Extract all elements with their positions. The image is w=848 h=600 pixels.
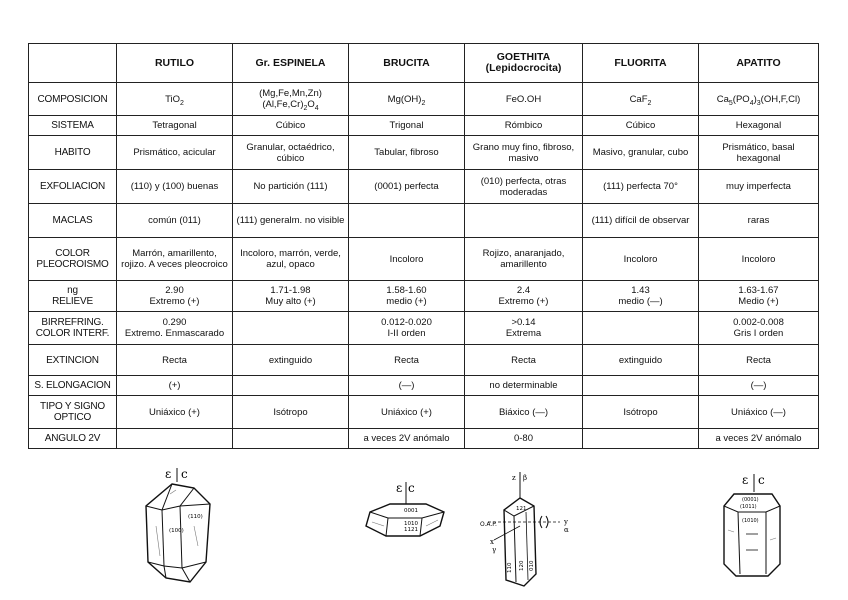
row-label: ANGULO 2V	[29, 429, 117, 449]
row-relieve	[29, 281, 819, 312]
apatito-c-label: c	[758, 473, 765, 487]
cell-espinela: Cúbico	[233, 116, 349, 136]
row-label: S. ELONGACION	[29, 376, 117, 396]
column-rutilo: RUTILO	[117, 44, 233, 83]
cell-goethita: 0-80	[465, 429, 583, 449]
cell-goethita: 2.4 Extremo (+)	[465, 281, 583, 312]
cell-fluorita	[583, 429, 699, 449]
cell-apatito: (—)	[699, 376, 819, 396]
cell-fluorita: Cúbico	[583, 116, 699, 136]
row-angulo-2v	[29, 429, 819, 449]
cell-brucita: (0001) perfecta	[349, 170, 465, 204]
goethita-gamma-label: γ	[492, 546, 497, 554]
cell-apatito: Uniáxico (—)	[699, 396, 819, 429]
cell-espinela: Isótropo	[233, 396, 349, 429]
row-label: TIPO Y SIGNO OPTICO	[29, 396, 117, 429]
row-maclas	[29, 204, 819, 238]
column-espinela: Gr. ESPINELA	[233, 44, 349, 83]
goethita-y-label: y	[564, 518, 568, 526]
cell-espinela	[233, 429, 349, 449]
cell-apatito: Hexagonal	[699, 116, 819, 136]
corner-cell	[29, 44, 117, 83]
goethita-face-label: 121	[516, 506, 527, 512]
goethita-oap-label: O.A.P.	[480, 521, 497, 528]
cell-espinela	[233, 312, 349, 345]
cell-brucita: 0.012-0.020 I-II orden	[349, 312, 465, 345]
cell-brucita: Recta	[349, 345, 465, 376]
cell-goethita: no determinable	[465, 376, 583, 396]
cell-goethita: Grano muy fino, fibroso, masivo	[465, 136, 583, 170]
goethita-face-label: 120	[519, 560, 525, 571]
apatito-face-label: (0001)	[742, 497, 759, 503]
cell-goethita	[465, 204, 583, 238]
cell-fluorita: CaF$_2$	[583, 83, 699, 116]
row-label: ng RELIEVE	[29, 281, 117, 312]
row-habito	[29, 136, 819, 170]
column-brucita: BRUCITA	[349, 44, 465, 83]
cell-espinela: 1.71-1.98 Muy alto (+)	[233, 281, 349, 312]
apatito-face-label: (1011)	[740, 504, 757, 510]
row-elongacion	[29, 376, 819, 396]
cell-rutilo: Prismático, acicular	[117, 136, 233, 170]
column-fluorita: FLUORITA	[583, 44, 699, 83]
cell-fluorita: Isótropo	[583, 396, 699, 429]
cell-goethita: >0.14 Extrema	[465, 312, 583, 345]
row-tipo-signo-optico	[29, 396, 819, 429]
header-row	[29, 44, 819, 83]
cell-rutilo: TiO$_2$	[117, 83, 233, 116]
row-label: BIRREFRING. COLOR INTERF.	[29, 312, 117, 345]
cell-apatito: raras	[699, 204, 819, 238]
goethita-face-label: 010	[529, 560, 535, 571]
cell-goethita: Rómbico	[465, 116, 583, 136]
cell-brucita: Uniáxico (+)	[349, 396, 465, 429]
cell-goethita: Recta	[465, 345, 583, 376]
brucita-axis-label: ε	[396, 481, 403, 495]
cell-rutilo: Tetragonal	[117, 116, 233, 136]
row-color-pleocroismo	[29, 238, 819, 281]
column-goethita	[465, 44, 583, 83]
cell-apatito: a veces 2V anómalo	[699, 429, 819, 449]
cell-brucita: Trigonal	[349, 116, 465, 136]
brucita-crystal-sketch	[360, 478, 450, 558]
goethita-z-label: z	[512, 474, 516, 482]
cell-fluorita	[583, 376, 699, 396]
goethita-crystal-sketch	[480, 470, 590, 600]
cell-rutilo: Recta	[117, 345, 233, 376]
row-sistema	[29, 116, 819, 136]
row-composicion	[29, 83, 819, 116]
apatito-face-label: (1010)	[742, 518, 759, 524]
row-birrefringencia	[29, 312, 819, 345]
row-label: COLOR PLEOCROISMO	[29, 238, 117, 281]
cell-apatito: muy imperfecta	[699, 170, 819, 204]
brucita-face-label: 1121	[404, 527, 418, 533]
cell-fluorita: (111) perfecta 70°	[583, 170, 699, 204]
mineral-table-sheet	[28, 43, 818, 449]
row-exfoliacion	[29, 170, 819, 204]
cell-rutilo	[117, 429, 233, 449]
cell-apatito: Incoloro	[699, 238, 819, 281]
cell-rutilo: común (011)	[117, 204, 233, 238]
row-label: EXFOLIACION	[29, 170, 117, 204]
cell-goethita: FeO.OH	[465, 83, 583, 116]
apatito-axis-label: ε	[742, 473, 749, 487]
goethita-alpha-label: α	[564, 526, 569, 534]
cell-brucita: (—)	[349, 376, 465, 396]
cell-espinela: (111) generalm. no visible	[233, 204, 349, 238]
rutilo-axis-label: ε	[165, 467, 172, 481]
cell-espinela: extinguido	[233, 345, 349, 376]
cell-fluorita: Masivo, granular, cubo	[583, 136, 699, 170]
cell-goethita: (010) perfecta, otras moderadas	[465, 170, 583, 204]
cell-espinela	[233, 376, 349, 396]
row-label: SISTEMA	[29, 116, 117, 136]
goethita-face-label: 110	[507, 562, 513, 573]
rutilo-c-label: c	[181, 467, 188, 481]
cell-brucita: Incoloro	[349, 238, 465, 281]
row-label: MACLAS	[29, 204, 117, 238]
rutilo-face-label: (100)	[169, 528, 184, 534]
cell-espinela: Incoloro, marrón, verde, azul, opaco	[233, 238, 349, 281]
mineral-properties-table	[28, 43, 819, 449]
cell-rutilo: Uniáxico (+)	[117, 396, 233, 429]
brucita-face-label: 0001	[404, 508, 418, 514]
cell-brucita: $Mg(OH)_2$	[349, 83, 465, 116]
cell-apatito: $Ca_5(PO_4)_3(OH,F,Cl)$	[699, 83, 819, 116]
cell-espinela: (Mg,Fe,Mn,Zn) $(Al,Fe,Cr)_2O_4$	[233, 83, 349, 116]
cell-rutilo: 0.290 Extremo. Enmascarado	[117, 312, 233, 345]
cell-apatito: Recta	[699, 345, 819, 376]
cell-goethita: Rojizo, anaranjado, amarillento	[465, 238, 583, 281]
cell-rutilo: (110) y (100) buenas	[117, 170, 233, 204]
cell-apatito: 0.002-0.008 Gris I orden	[699, 312, 819, 345]
rutilo-crystal-sketch	[132, 466, 232, 591]
lepidocrocita-name: (Lepidocrocita)	[485, 62, 562, 74]
cell-espinela: No partición (111)	[233, 170, 349, 204]
cell-goethita: Biáxico (—)	[465, 396, 583, 429]
brucita-face-label: 1010	[404, 521, 418, 527]
goethita-x-label: x	[490, 538, 494, 546]
cell-rutilo: 2.90 Extremo (+)	[117, 281, 233, 312]
cell-fluorita: 1.43 medio (—)	[583, 281, 699, 312]
brucita-c-label: c	[408, 481, 415, 495]
cell-fluorita: Incoloro	[583, 238, 699, 281]
cell-fluorita: (111) difícil de observar	[583, 204, 699, 238]
cell-rutilo: (+)	[117, 376, 233, 396]
cell-espinela: Granular, octaédrico, cúbico	[233, 136, 349, 170]
apatito-crystal-sketch	[718, 470, 788, 587]
rutilo-face-label: (110)	[188, 514, 203, 520]
cell-apatito: Prismático, basal hexagonal	[699, 136, 819, 170]
cell-brucita: 1.58-1.60 medio (+)	[349, 281, 465, 312]
cell-brucita: Tabular, fibroso	[349, 136, 465, 170]
goethita-name: GOETHITA	[496, 51, 551, 63]
cell-brucita: a veces 2V anómalo	[349, 429, 465, 449]
cell-rutilo: Marrón, amarillento, rojizo. A veces pleocroico	[117, 238, 233, 281]
column-apatito: APATITO	[699, 44, 819, 83]
cell-apatito: 1.63-1.67 Medio (+)	[699, 281, 819, 312]
row-label: COMPOSICION	[29, 83, 117, 116]
goethita-beta-label: β	[523, 474, 528, 482]
cell-fluorita: extinguido	[583, 345, 699, 376]
row-extincion	[29, 345, 819, 376]
cell-brucita	[349, 204, 465, 238]
row-label: HABITO	[29, 136, 117, 170]
row-label: EXTINCION	[29, 345, 117, 376]
cell-fluorita	[583, 312, 699, 345]
